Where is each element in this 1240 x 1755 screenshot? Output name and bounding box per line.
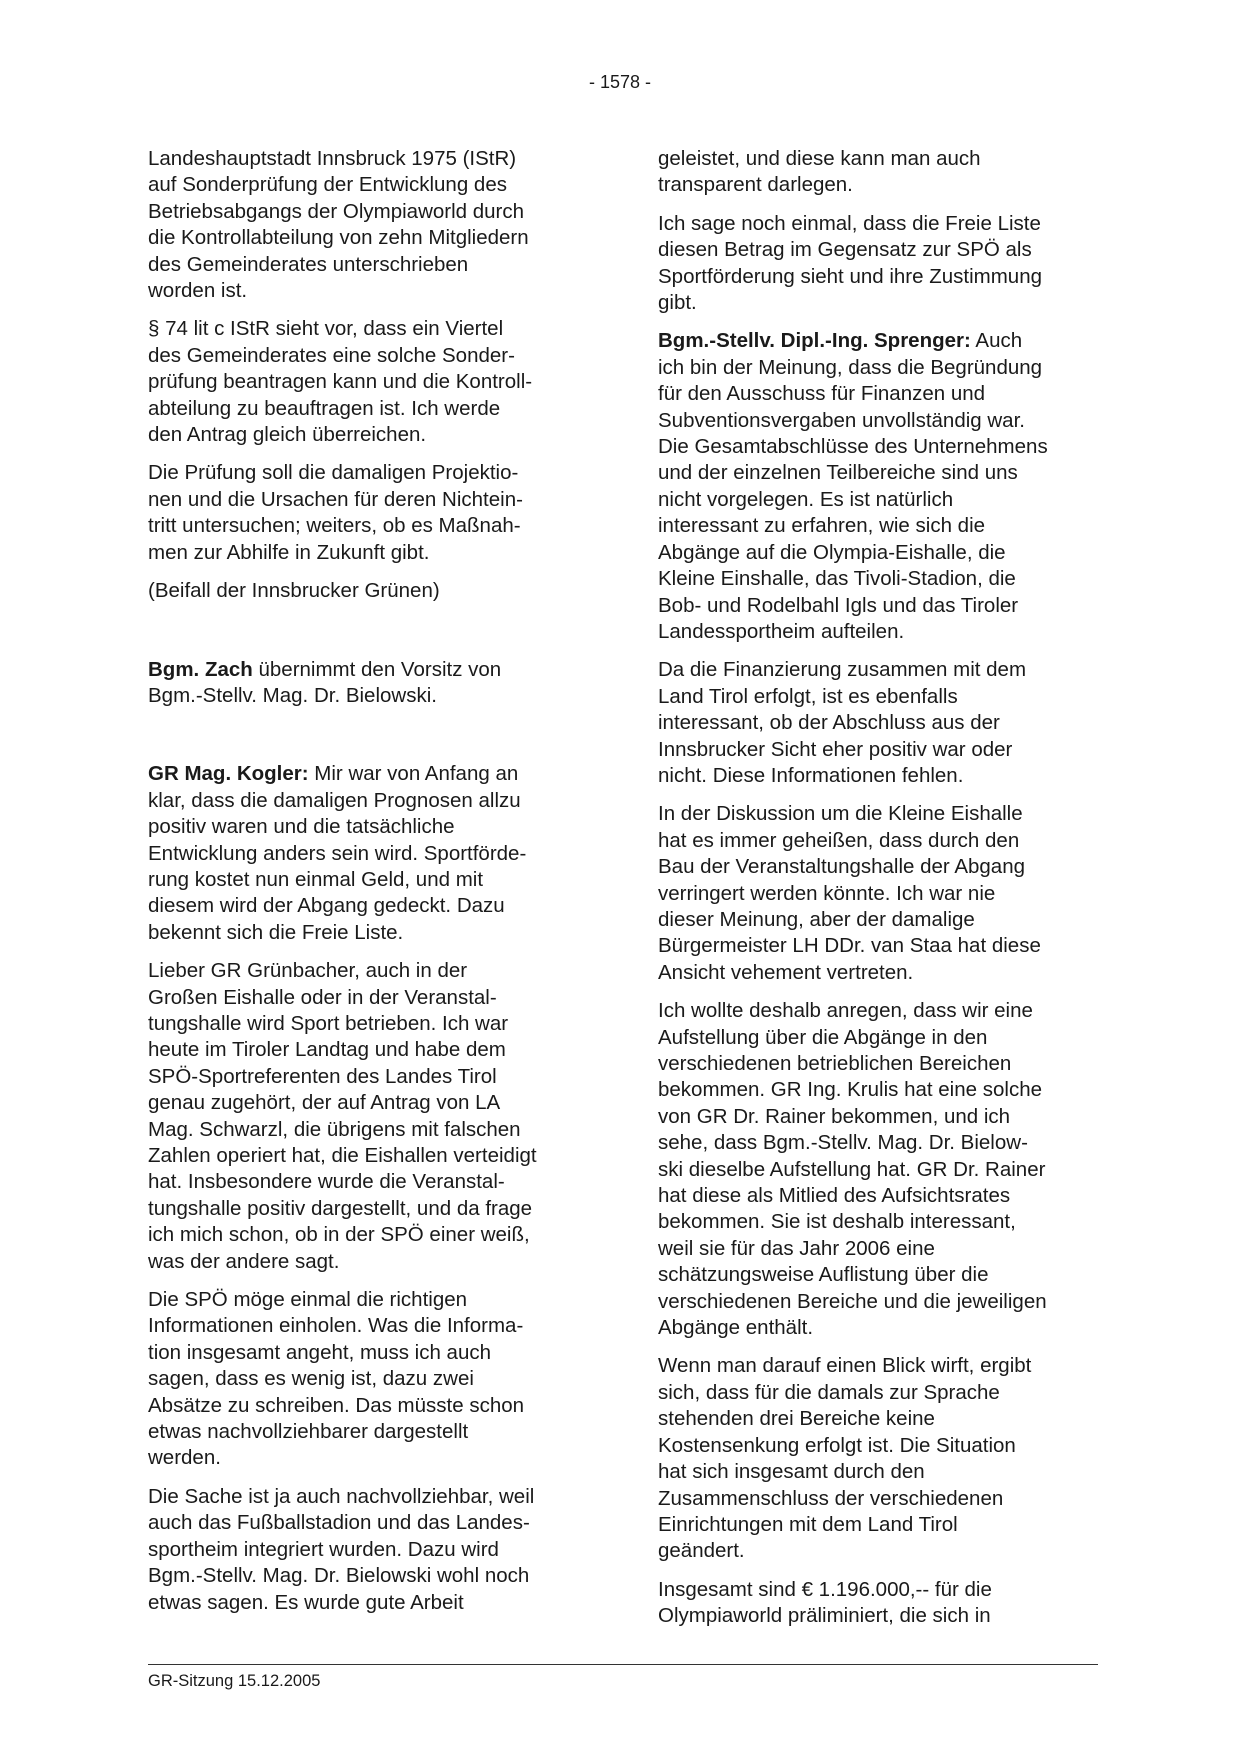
paragraph: Die Prüfung soll die damaligen Projektio- nen und die Ursachen für deren Nichtein- tritt untersuchen; weiters, ob es Maßnah- men zur Abhilfe in Zukunft gibt. (148, 461, 523, 564)
paragraph: Ich wollte deshalb anregen, dass wir eine Aufstellung über die Abgänge in den verschiedenen betrieblichen Bereichen bekommen. GR Ing. Krulis hat eine solche von GR Dr. Rainer bekommen, und ich sehe, dass Bgm.-Stellv. Mag. Dr. Bielow- ski dieselbe Aufstellung hat. GR Dr. Rainer hat diese als Mitlied des Aufsichtsrates bekommen. Sie ist deshalb interessant, weil sie für das Jahr 2006 eine schätzungsweise Auflistung über die verschiedenen Bereiche und die jeweiligen Abgänge enthält. (658, 999, 1047, 1340)
paragraph: Wenn man darauf einen Blick wirft, ergibt sich, dass für die damals zur Sprache stehenden drei Bereiche keine Kostensenkung erfolgt ist. Die Situation hat sich insgesamt durch den Zusammenschluss der verschiedenen Einrichtungen mit dem Land Tirol geändert. (658, 1354, 1032, 1563)
speech-paragraph (148, 761, 596, 946)
applause-note: (Beifall der Innsbrucker Grünen) (148, 579, 440, 603)
paragraph-text: Auch ich bin der Meinung, dass die Begründung für den Ausschuss für Finanzen und Subventionsvergaben unvollständig war. Die Gesamtabschlüsse des Unternehmens und der einzelnen Teilbereiche sind uns nicht vorgelegen. Es ist natürlich interessant zu erfahren, wie sich die Abgänge auf die Olympia-Eishalle, die Kleine Einshalle, das Tivoli-Stadion, die Bob- und Rodelbahl Igls und das Tiroler Landessportheim aufteilen. (658, 329, 1048, 643)
paragraph: § 74 lit c IStR sieht vor, dass ein Viertel des Gemeinderates eine solche Sonder- prüfung beantragen kann und die Kontroll- abteilung zu beauftragen ist. Ich werde den Antrag gleich überreichen. (148, 317, 533, 447)
paragraph: In der Diskussion um die Kleine Eishalle hat es immer geheißen, dass durch den Bau der Veranstaltungshalle der Abgang verringert werden könnte. Ich war nie dieser Meinung, aber der damalige Bürgermeister LH DDr. van Staa hat diese Ansicht vehement vertreten. (658, 802, 1041, 984)
paragraph: Ich sage noch einmal, dass die Freie Liste diesen Betrag im Gegensatz zur SPÖ als Sportförderung sieht und ihre Zustimmung gibt. (658, 211, 1043, 315)
paragraph-text: Mir war von Anfang an klar, dass die damaligen Prognosen allzu positiv waren und die tatsächliche Entwicklung anders sein wird. Sportförde- rung kostet nun einmal Geld, und mit diesem wird der Abgang gedeckt. Dazu bekennt sich die Freie Liste. (148, 762, 527, 944)
chair-change-note (148, 657, 596, 710)
speaker-name: Bgm.-Stellv. Dipl.-Ing. Sprenger: (658, 329, 971, 353)
paragraph: Landeshauptstadt Innsbruck 1975 (IStR) auf Sonderprüfung der Entwicklung des Betriebsabgangs der Olympiaworld durch die Kontrollabteilung von zehn Mitgliedern des Gemeinderates unterschrieben worden ist. (148, 147, 529, 303)
paragraph: Die Sache ist ja auch nachvollziehbar, weil auch das Fußballstadion und das Landes- sportheim integriert wurden. Dazu wird Bgm.-Stellv. Mag. Dr. Bielowski wohl noch etwas sagen. Es wurde gute Arbeit (148, 1484, 535, 1614)
speech-paragraph (658, 328, 1098, 645)
left-column (148, 146, 596, 1628)
page-number: - 1578 - (588, 72, 652, 92)
paragraph: Die SPÖ möge einmal die richtigen Informationen einholen. Was die Informa- tion insgesamt angeht, muss ich auch sagen, dass es wenig ist, dazu zwei Absätze zu schreiben. Das müsste schon etwas nachvollziehbarer dargestellt werden. (148, 1288, 525, 1470)
footer-session-date: GR-Sitzung 15.12.2005 (148, 1672, 321, 1690)
paragraph-text: übernimmt den Vorsitz von Bgm.-Stellv. Mag. Dr. Bielowski. (148, 657, 502, 707)
footer-divider (148, 1664, 1098, 1665)
paragraph: Insgesamt sind € 1.196.000,-- für die Olympiaworld präliminiert, die sich in (658, 1577, 992, 1628)
paragraph: Da die Finanzierung zusammen mit dem Land Tirol erfolgt, ist es ebenfalls interessant, ob der Abschluss aus der Innsbrucker Sicht eher positiv war oder nicht. Diese Informationen fehlen. (658, 658, 1027, 787)
speaker-name: Bgm. Zach (148, 657, 253, 681)
speaker-name: GR Mag. Kogler: (148, 762, 309, 786)
paragraph: geleistet, und diese kann man auch transparent darlegen. (658, 147, 981, 197)
right-column (658, 146, 1098, 1642)
paragraph: Lieber GR Grünbacher, auch in der Großen Eishalle oder in der Veranstal- tungshalle wird Sport betrieben. Ich war heute im Tiroler Landtag und habe dem SPÖ-Sportreferenten des Landes Tirol genau zugehört, der auf Antrag von LA Mag. Schwarzl, die übrigens mit falschen Zahlen operiert hat, die Eishallen verteidigt hat. Insbesondere wurde die Veranstal- tungshalle positiv dargestellt, und da frage ich mich schon, ob in der SPÖ einer weiß, was der andere sagt. (148, 959, 537, 1273)
